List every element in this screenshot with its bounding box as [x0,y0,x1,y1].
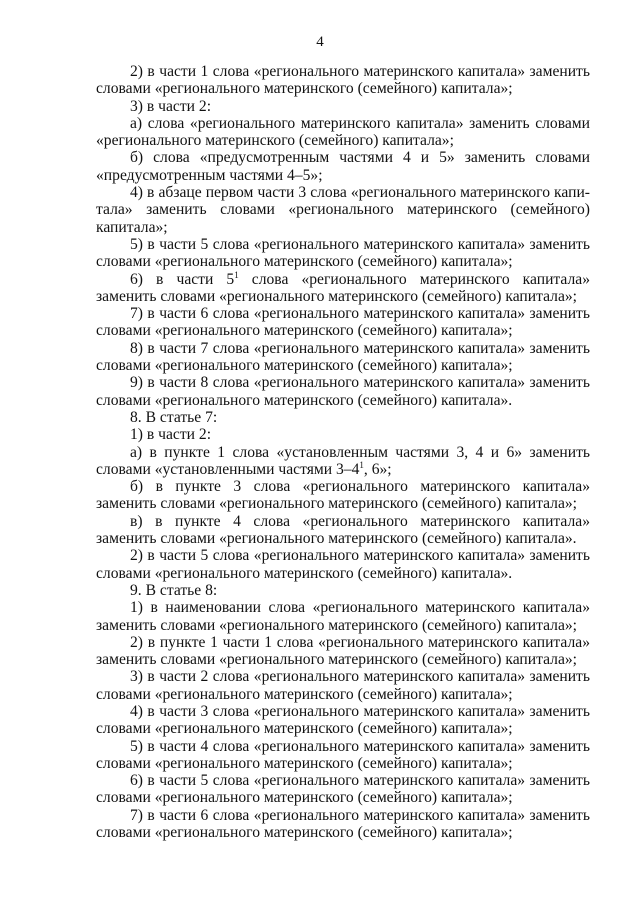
paragraph: б) слова «предусмотренным частями 4 и 5» заменить словами «предусмотренным частями 4–5»; [96,149,590,184]
paragraph-text: , 6»; [363,460,392,478]
paragraph: 5) в части 5 слова «регионального материнского капитала» заменить словами «регионального материнского (семейного) капитала»; [96,235,590,271]
paragraph-text: а) в пункте 1 слова «установленным частями 3, 4 и 6» заменить словами «установленными частями 3–4 [96,443,590,478]
paragraph: 1) в части 2: [130,426,212,444]
document-body [96,63,590,841]
paragraph-text: слова «регионального материнского капитала» заменить словами «регионального материнского (семейного) капитала»; [96,270,590,305]
page-number: 4 [316,34,324,50]
paragraph: 7) в части 6 слова «регионального материнского капитала» заменить словами «регионального материнского (семейного) капитала»; [96,305,590,340]
paragraph: 4) в части 3 слова «регионального материнского капитала» заменить словами «регионального материнского (семейного) капитала»; [96,702,590,738]
paragraph: 8) в части 7 слова «регионального материнского капитала» заменить словами «регионального материнского (семейного) капитала»; [96,339,590,375]
paragraph: 6) в части 5 слова «регионального материнского капитала» заменить словами «регионального материнского (семейного) капитала»; [96,772,590,807]
paragraph: а) слова «регионального материнского капитала» заменить словами «регионального материнского (семейного) капитала»; [96,114,590,150]
superscript: 1 [234,269,239,280]
section-heading: 9. В статье 8: [130,581,218,599]
paragraph [96,271,590,306]
paragraph: 1) в наименовании слова «регионального материнского капитала» заменить словами «регионального материнского (семейного) капитала»; [96,599,590,634]
paragraph: 3) в части 2: [130,97,212,115]
paragraph: б) в пункте 3 слова «регионального материнского капитала» заменить словами «регионального материнского (семейного) капитала»; [96,478,590,513]
paragraph: 3) в части 2 слова «регионального материнского капитала» заменить словами «регионального материнского (семейного) капитала»; [96,668,590,703]
section-heading: 8. В статье 7: [130,408,218,426]
paragraph: 2) в пункте 1 части 1 слова «регионального материнского капитала» заменить словами «регионального материнского (семейного) капитала»; [96,633,590,669]
paragraph [96,444,590,479]
paragraph: 2) в части 5 слова «регионального материнского капитала» заменить словами «регионального материнского (семейного) капитала». [96,547,590,582]
paragraph: 7) в части 6 слова «регионального материнского капитала» заменить словами «регионального материнского (семейного) капитала»; [96,806,590,842]
superscript: 1 [359,459,364,470]
paragraph-text: 6) в части 5 [130,270,235,288]
paragraph: 5) в части 4 слова «регионального материнского капитала» заменить словами «регионального материнского (семейного) капитала»; [96,737,590,772]
paragraph: в) в пункте 4 слова «регионального материнского капитала» заменить словами «регионального материнского (семейного) капитала». [96,512,590,548]
paragraph: 4) в абзаце первом части 3 слова «регионального материнского капитала» заменить словами «регионального материнского (семейного) капитала»; [96,184,590,236]
paragraph: 2) в части 1 слова «регионального материнского капитала» заменить словами «регионального материнского (семейного) капитала»; [96,63,590,98]
paragraph: 9) в части 8 слова «регионального материнского капитала» заменить словами «регионального материнского (семейного) капитала». [96,374,590,409]
